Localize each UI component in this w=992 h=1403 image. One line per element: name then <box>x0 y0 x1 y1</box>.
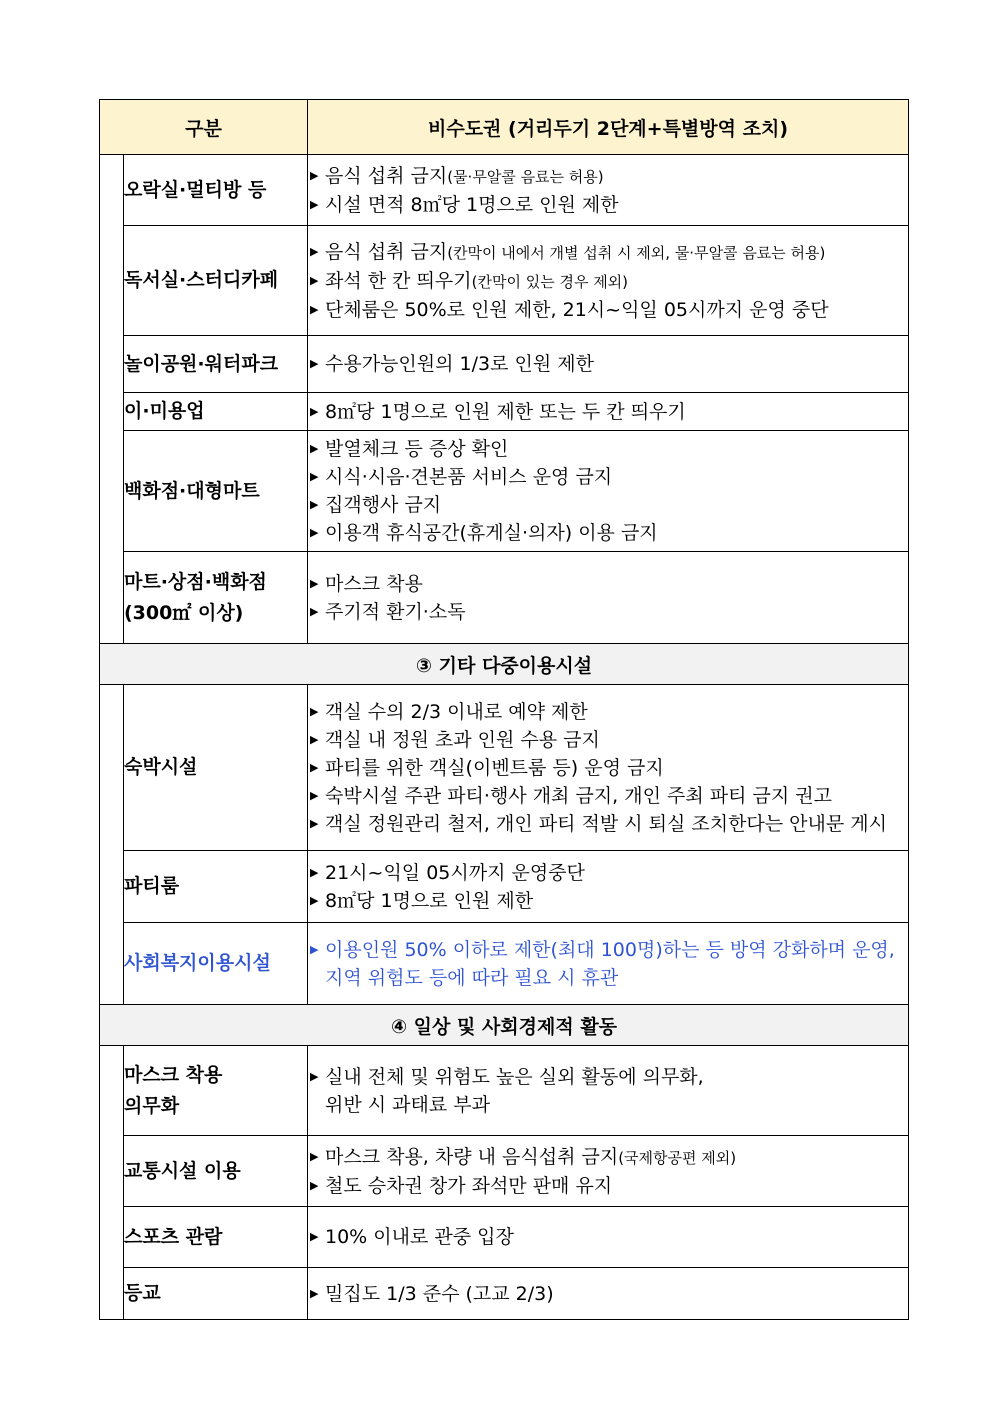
category-cell: 숙박시설 <box>124 685 308 851</box>
category-cell: 이·미용업 <box>124 393 308 431</box>
list-item: ▶ 이용인원 50% 이하로 제한(최대 100명)하는 등 방역 강화하며 운영, 지역 위험도 등에 따라 필요 시 휴관 <box>308 936 908 992</box>
triangle-right-icon: ▶ <box>310 244 319 258</box>
table-row <box>100 393 909 431</box>
triangle-right-icon: ▶ <box>310 498 319 511</box>
triangle-right-icon: ▶ <box>310 732 319 746</box>
detail-cell <box>308 1046 909 1136</box>
list-item: ▶ 단체룸은 50%로 인원 제한, 21시~익일 05시까지 운영 중단 <box>308 296 908 324</box>
triangle-right-icon: ▶ <box>310 1069 319 1083</box>
table-row <box>100 1136 909 1207</box>
list-item: ▶ 숙박시설 주관 파티·행사 개최 금지, 개인 주최 파티 금지 권고 <box>308 782 908 810</box>
detail-cell <box>308 431 909 552</box>
category-cell: 교통시설 이용 <box>124 1136 308 1207</box>
section-title: ④ 일상 및 사회경제적 활동 <box>100 1005 909 1046</box>
detail-cell <box>308 336 909 393</box>
triangle-right-icon: ▶ <box>310 788 319 802</box>
list-item: ▶ 8㎡당 1명으로 인원 제한 또는 두 칸 띄우기 <box>308 398 908 426</box>
row-margin <box>100 155 124 644</box>
table-row <box>100 923 909 1005</box>
policy-table <box>99 99 909 1320</box>
table-row <box>100 431 909 552</box>
list-item: ▶ 실내 전체 및 위험도 높은 실외 활동에 의무화, <box>308 1063 908 1091</box>
list-item: ▶ 8㎡당 1명으로 인원 제한 <box>308 887 908 915</box>
triangle-right-icon: ▶ <box>310 604 319 618</box>
triangle-right-icon: ▶ <box>310 865 319 879</box>
list-item-continuation: 위반 시 과태료 부과 <box>325 1093 490 1116</box>
triangle-right-icon: ▶ <box>310 760 319 774</box>
detail-cell <box>308 552 909 644</box>
header-detail: 비수도권 (거리두기 2단계+특별방역 조치) <box>308 100 909 155</box>
list-item: ▶ 철도 승차권 창가 좌석만 판매 유지 <box>308 1172 908 1200</box>
list-item: ▶ 객실 수의 2/3 이내로 예약 제한 <box>308 698 908 726</box>
detail-cell <box>308 851 909 923</box>
table-row <box>100 685 909 851</box>
table-row <box>100 226 909 336</box>
triangle-right-icon: ▶ <box>310 197 319 211</box>
triangle-right-icon: ▶ <box>310 1178 319 1192</box>
list-item: ▶ 음식 섭취 금지(물·무알콜 음료는 허용) <box>308 162 908 191</box>
triangle-right-icon: ▶ <box>310 816 319 830</box>
table-row <box>100 1268 909 1320</box>
table-row <box>100 1207 909 1268</box>
list-item: ▶ 발열체크 등 증상 확인 <box>308 435 908 463</box>
category-cell: 등교 <box>124 1268 308 1320</box>
detail-cell <box>308 923 909 1005</box>
list-item: ▶ 집객행사 금지 <box>308 491 908 519</box>
triangle-right-icon: ▶ <box>310 404 319 418</box>
triangle-right-icon: ▶ <box>310 1149 319 1163</box>
row-margin <box>100 685 124 1005</box>
list-item: ▶ 밀집도 1/3 준수 (고교 2/3) <box>308 1280 908 1308</box>
list-item: ▶ 객실 정원관리 철저, 개인 파티 적발 시 퇴실 조치한다는 안내문 게시 <box>308 810 908 838</box>
triangle-right-icon: ▶ <box>310 576 319 590</box>
list-item: ▶ 21시~익일 05시까지 운영중단 <box>308 859 908 887</box>
category-cell: 놀이공원·워터파크 <box>124 336 308 393</box>
detail-cell <box>308 1207 909 1268</box>
category-cell: 파티룸 <box>124 851 308 923</box>
list-item: ▶ 10% 이내로 관중 입장 <box>308 1223 908 1251</box>
header-category: 구분 <box>100 100 308 155</box>
table-row <box>100 155 909 226</box>
triangle-right-icon: ▶ <box>310 942 319 956</box>
triangle-right-icon: ▶ <box>310 273 319 287</box>
section-row <box>100 644 909 685</box>
detail-cell <box>308 1136 909 1207</box>
list-item: ▶ 파티를 위한 객실(이벤트룸 등) 운영 금지 <box>308 754 908 782</box>
list-item: ▶ 시식·시음·견본품 서비스 운영 금지 <box>308 463 908 491</box>
triangle-right-icon: ▶ <box>310 1230 319 1243</box>
section-row <box>100 1005 909 1046</box>
header-row <box>100 100 909 155</box>
triangle-right-icon: ▶ <box>310 442 319 455</box>
list-item: ▶ 좌석 한 칸 띄우기(칸막이 있는 경우 제외) <box>308 267 908 296</box>
table-row <box>100 1046 909 1136</box>
triangle-right-icon: ▶ <box>310 168 319 182</box>
list-item: ▶ 마스크 착용 <box>308 570 908 598</box>
table-row <box>100 552 909 644</box>
list-item: ▶ 객실 내 정원 초과 인원 수용 금지 <box>308 726 908 754</box>
triangle-right-icon: ▶ <box>310 1286 319 1300</box>
detail-cell <box>308 155 909 226</box>
list-item: ▶ 이용객 휴식공간(휴게실·의자) 이용 금지 <box>308 519 908 547</box>
triangle-right-icon: ▶ <box>310 893 319 907</box>
list-item: ▶ 시설 면적 8㎡당 1명으로 인원 제한 <box>308 191 908 219</box>
category-cell: 오락실·멀티방 등 <box>124 155 308 226</box>
list-item: ▶ 음식 섭취 금지(칸막이 내에서 개별 섭취 시 제외, 물·무알콜 음료는 허용) <box>308 238 908 267</box>
table-row <box>100 851 909 923</box>
detail-cell <box>308 1268 909 1320</box>
category-cell: 사회복지이용시설 <box>124 923 308 1005</box>
triangle-right-icon: ▶ <box>310 470 319 483</box>
list-item: ▶ 주기적 환기·소독 <box>308 598 908 626</box>
triangle-right-icon: ▶ <box>310 357 319 370</box>
detail-cell <box>308 685 909 851</box>
category-cell: 독서실·스터디카페 <box>124 226 308 336</box>
row-margin <box>100 1046 124 1320</box>
category-cell: 백화점·대형마트 <box>124 431 308 552</box>
list-item: ▶ 수용가능인원의 1/3로 인원 제한 <box>308 350 908 378</box>
category-cell: 마스크 착용 의무화 <box>124 1046 308 1136</box>
triangle-right-icon: ▶ <box>310 704 319 718</box>
triangle-right-icon: ▶ <box>310 526 319 539</box>
table-row <box>100 336 909 393</box>
category-cell: 마트·상점·백화점 (300㎡ 이상) <box>124 552 308 644</box>
category-cell: 스포츠 관람 <box>124 1207 308 1268</box>
list-item: ▶ 마스크 착용, 차량 내 음식섭취 금지(국제항공편 제외) <box>308 1143 908 1172</box>
section-title: ③ 기타 다중이용시설 <box>100 644 909 685</box>
detail-cell <box>308 226 909 336</box>
triangle-right-icon: ▶ <box>310 302 319 316</box>
detail-cell <box>308 393 909 431</box>
